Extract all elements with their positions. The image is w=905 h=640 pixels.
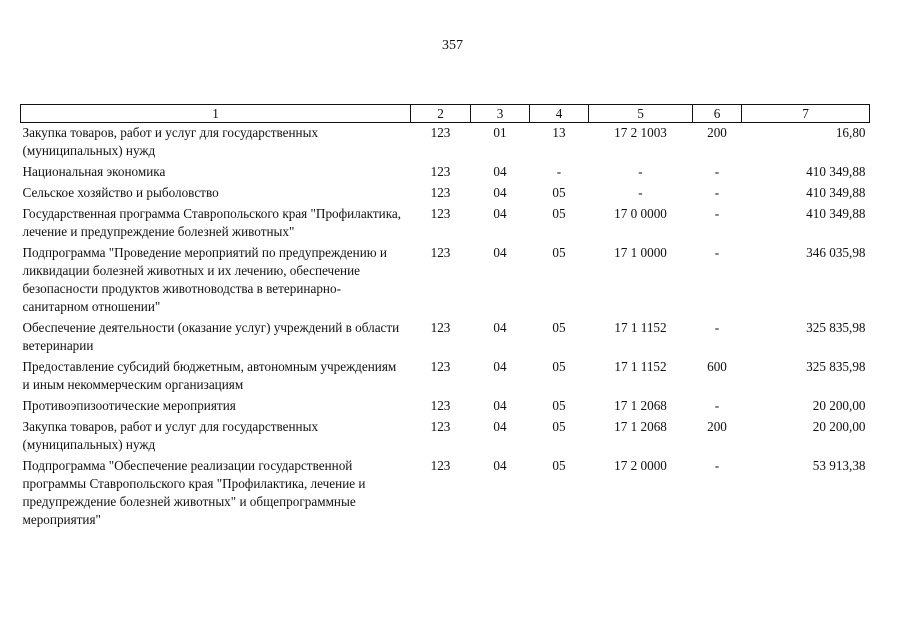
row-amount: 20 200,00 [812, 419, 866, 434]
row-code: 123 [430, 398, 451, 413]
row-target: - [638, 185, 643, 200]
row-section: 04 [493, 359, 507, 374]
row-name: Подпрограмма "Обеспечение реализации государственной программы Ставропольского края "Профилактика, лечение и предупреждение болезней животных" и общепрограммные мероприятия" [22, 458, 366, 527]
row-name: Подпрограмма "Проведение мероприятий по предупреждению и ликвидации болезней животных и их лечению, обеспечение безопасности продуктов животноводства в ветеринарно-санитарном отношении" [22, 245, 387, 314]
row-name: Противоэпизоотические мероприятия [22, 398, 236, 413]
row-name: Национальная экономика [22, 164, 166, 179]
row-name: Закупка товаров, работ и услуг для государственных (муниципальных) нужд [22, 419, 319, 452]
column-header: 7 [742, 105, 870, 123]
row-code: 123 [430, 245, 451, 260]
column-header: 6 [693, 105, 742, 123]
row-amount: 410 349,88 [806, 206, 866, 221]
row-amount: 53 913,38 [812, 458, 866, 473]
row-type: 600 [707, 359, 727, 374]
row-code: 123 [430, 125, 451, 140]
row-subsection: 05 [552, 398, 566, 413]
row-target: 17 1 1152 [614, 359, 667, 374]
table-row [21, 357, 870, 396]
row-type: - [714, 206, 720, 221]
row-section: 04 [493, 458, 507, 473]
row-amount: 325 835,98 [806, 359, 866, 374]
column-header: 4 [530, 105, 589, 123]
header-row [21, 105, 870, 123]
row-type: - [714, 398, 720, 413]
row-section: 04 [493, 164, 507, 179]
table-row [21, 396, 870, 417]
row-type: 200 [707, 419, 727, 434]
row-section: 04 [493, 206, 507, 221]
row-amount: 16,80 [835, 125, 866, 140]
row-name: Сельское хозяйство и рыболовство [22, 185, 219, 200]
row-section: 01 [493, 125, 507, 140]
row-subsection: 05 [552, 419, 566, 434]
table-row [21, 162, 870, 183]
row-subsection: 05 [552, 359, 566, 374]
table-row [21, 456, 870, 531]
row-name: Государственная программа Ставропольского края "Профилактика, лечение и предупреждение болезней животных" [22, 206, 402, 239]
row-subsection: 05 [552, 458, 566, 473]
table-row [21, 318, 870, 357]
row-type: - [714, 320, 720, 335]
budget-table [20, 104, 870, 531]
row-amount: 346 035,98 [806, 245, 866, 260]
row-amount: 410 349,88 [806, 164, 866, 179]
row-target: 17 2 0000 [614, 458, 667, 473]
row-code: 123 [430, 185, 451, 200]
row-code: 123 [430, 206, 451, 221]
table-row [21, 123, 870, 163]
table-row [21, 417, 870, 456]
table-row [21, 243, 870, 318]
row-name: Предоставление субсидий бюджетным, автономным учреждениям и иным некоммерческим организациям [22, 359, 397, 392]
page-number: 357 [442, 38, 463, 53]
row-name: Закупка товаров, работ и услуг для государственных (муниципальных) нужд [22, 125, 319, 158]
row-subsection: 05 [552, 245, 566, 260]
row-target: 17 1 0000 [614, 245, 667, 260]
row-type: 200 [707, 125, 727, 140]
row-amount: 410 349,88 [806, 185, 866, 200]
row-target: - [638, 164, 643, 179]
row-subsection: 13 [552, 125, 566, 140]
row-code: 123 [430, 164, 451, 179]
row-name: Обеспечение деятельности (оказание услуг) учреждений в области ветеринарии [22, 320, 400, 353]
row-subsection: - [556, 164, 562, 179]
row-amount: 325 835,98 [806, 320, 866, 335]
row-type: - [714, 245, 720, 260]
row-target: 17 1 2068 [614, 398, 667, 413]
row-section: 04 [493, 398, 507, 413]
row-target: 17 1 1152 [614, 320, 667, 335]
column-header: 5 [589, 105, 693, 123]
row-section: 04 [493, 185, 507, 200]
row-target: 17 1 2068 [614, 419, 667, 434]
row-subsection: 05 [552, 320, 566, 335]
row-target: 17 2 1003 [614, 125, 667, 140]
column-header: 1 [21, 105, 411, 123]
table-row [21, 204, 870, 243]
row-code: 123 [430, 458, 451, 473]
column-header: 2 [411, 105, 471, 123]
row-type: - [714, 458, 720, 473]
row-type: - [714, 185, 720, 200]
row-section: 04 [493, 419, 507, 434]
row-code: 123 [430, 419, 451, 434]
row-code: 123 [430, 320, 451, 335]
row-code: 123 [430, 359, 451, 374]
row-target: 17 0 0000 [614, 206, 667, 221]
row-subsection: 05 [552, 206, 566, 221]
row-amount: 20 200,00 [812, 398, 866, 413]
table-row [21, 183, 870, 204]
row-subsection: 05 [552, 185, 566, 200]
row-type: - [714, 164, 720, 179]
row-section: 04 [493, 245, 507, 260]
column-header: 3 [471, 105, 530, 123]
row-section: 04 [493, 320, 507, 335]
